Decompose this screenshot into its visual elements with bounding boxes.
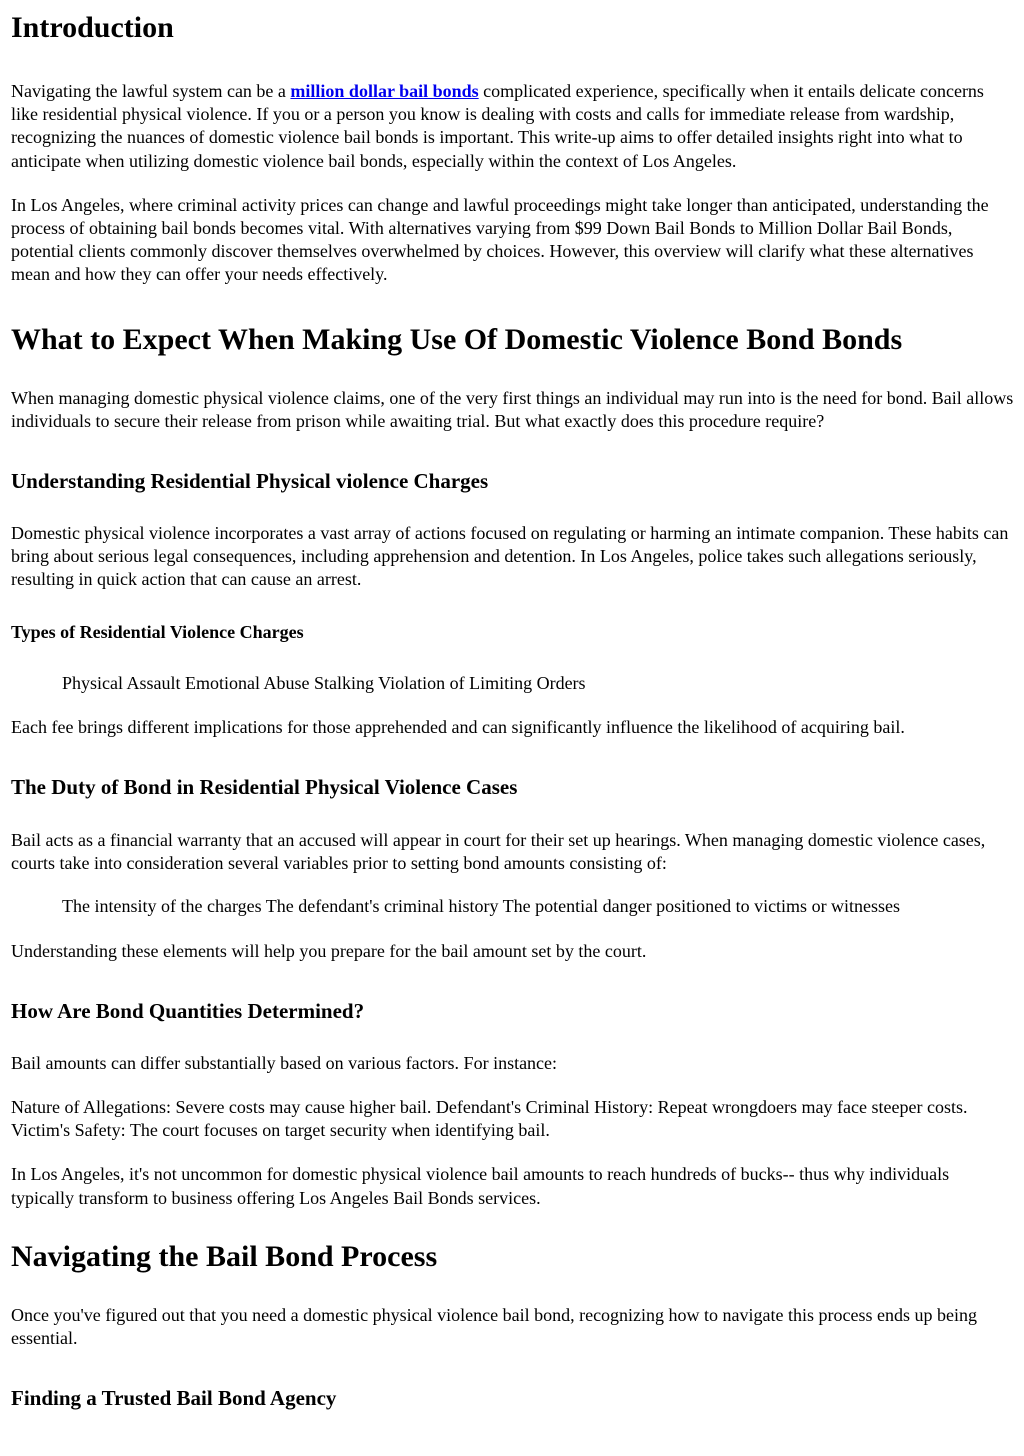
heading-introduction: Introduction [11,11,174,44]
types-paragraph-after: Each fee brings different implications for those apprehended and can significantly influence the likelihood of acquiring bail. [11,716,905,737]
intro-text-before-link: Navigating the lawful system can be a [11,81,291,101]
list-item: Physical Assault Emotional Abuse Stalking Violation of Limiting Orders [62,672,586,693]
expect-paragraph-1: When managing domestic physical violence claims, one of the very first things an individual may run into is the need for bond. Bail allows individuals to secure their release from prison while awaiting trial. But what exactly does this procedure require? [11,387,1014,431]
heading-understanding-charges: Understanding Residential Physical violence Charges [11,469,489,494]
list-item: The intensity of the charges The defendant's criminal history The potential danger positioned to victims or witnesses [62,896,901,917]
charge-types-list [11,672,1014,695]
heading-bond-quantities-determined: How Are Bond Quantities Determined? [11,998,365,1023]
duty-paragraph-after: Understanding these elements will help you prepare for the bail amount set by the court. [11,940,647,961]
intro-text-after-link: complicated experience, specifically when it entails delicate concerns like residential physical violence. If you or a person you know is dealing with costs and calls for immediate release from wardship, recognizing the nuances of domestic violence bail bonds is important. This write-up aims to offer detailed insights right into what to anticipate when utilizing domestic violence bail bonds, especially within the context of Los Angeles. [11,81,984,171]
intro-paragraph-1 [11,80,1014,173]
document-page [0,10,1024,1411]
determined-paragraph-2: Nature of Allegations: Severe costs may cause higher bail. Defendant's Criminal History: Repeat wrongdoers may face steeper costs. Victim's Safety: The court focuses on target security when identifying bail. [11,1097,968,1141]
navigating-paragraph-1: Once you've figured out that you need a domestic physical violence bail bond, recognizing how to navigate this process ends up being essential. [11,1304,977,1349]
heading-finding-trusted-agency: Finding a Trusted Bail Bond Agency [11,1386,337,1411]
intro-paragraph-2: In Los Angeles, where criminal activity prices can change and lawful proceedings might take longer than anticipated, understanding the process of obtaining bail bonds becomes vital. With alternatives varying from $99 Down Bail Bonds to Million Dollar Bail Bonds, potential clients commonly discover themselves overwhelmed by choices. However, this overview will clarify what these alternatives mean and how they can offer your needs effectively. [11,194,989,285]
understanding-paragraph-1: Domestic physical violence incorporates a vast array of actions focused on regulating or harming an intimate companion. These habits can bring about serious legal consequences, including apprehension and detention. In Los Angeles, police takes such allegations seriously, resulting in quick action that can cause an arrest. [11,523,1009,590]
bond-factors-list [11,895,1014,918]
heading-duty-of-bond: The Duty of Bond in Residential Physical Violence Cases [11,775,518,800]
determined-paragraph-3: In Los Angeles, it's not uncommon for domestic physical violence bail amounts to reach hundreds of bucks-- thus why individuals typically transform to business offering Los Angeles Bail Bonds services. [11,1164,950,1208]
heading-navigating-bail-bond-process: Navigating the Bail Bond Process [11,1239,438,1273]
duty-paragraph-1: Bail acts as a financial warranty that an accused will appear in court for their set up hearings. When managing domestic violence cases, courts take into consideration several variables prior to setting bond amounts consisting of: [11,830,986,874]
determined-paragraph-1: Bail amounts can differ substantially based on various factors. For instance: [11,1052,558,1073]
million-dollar-bail-bonds-link[interactable]: million dollar bail bonds [290,81,479,101]
heading-what-to-expect: What to Expect When Making Use Of Domestic Violence Bond Bonds [11,322,903,356]
heading-types-of-charges: Types of Residential Violence Charges [11,621,304,642]
